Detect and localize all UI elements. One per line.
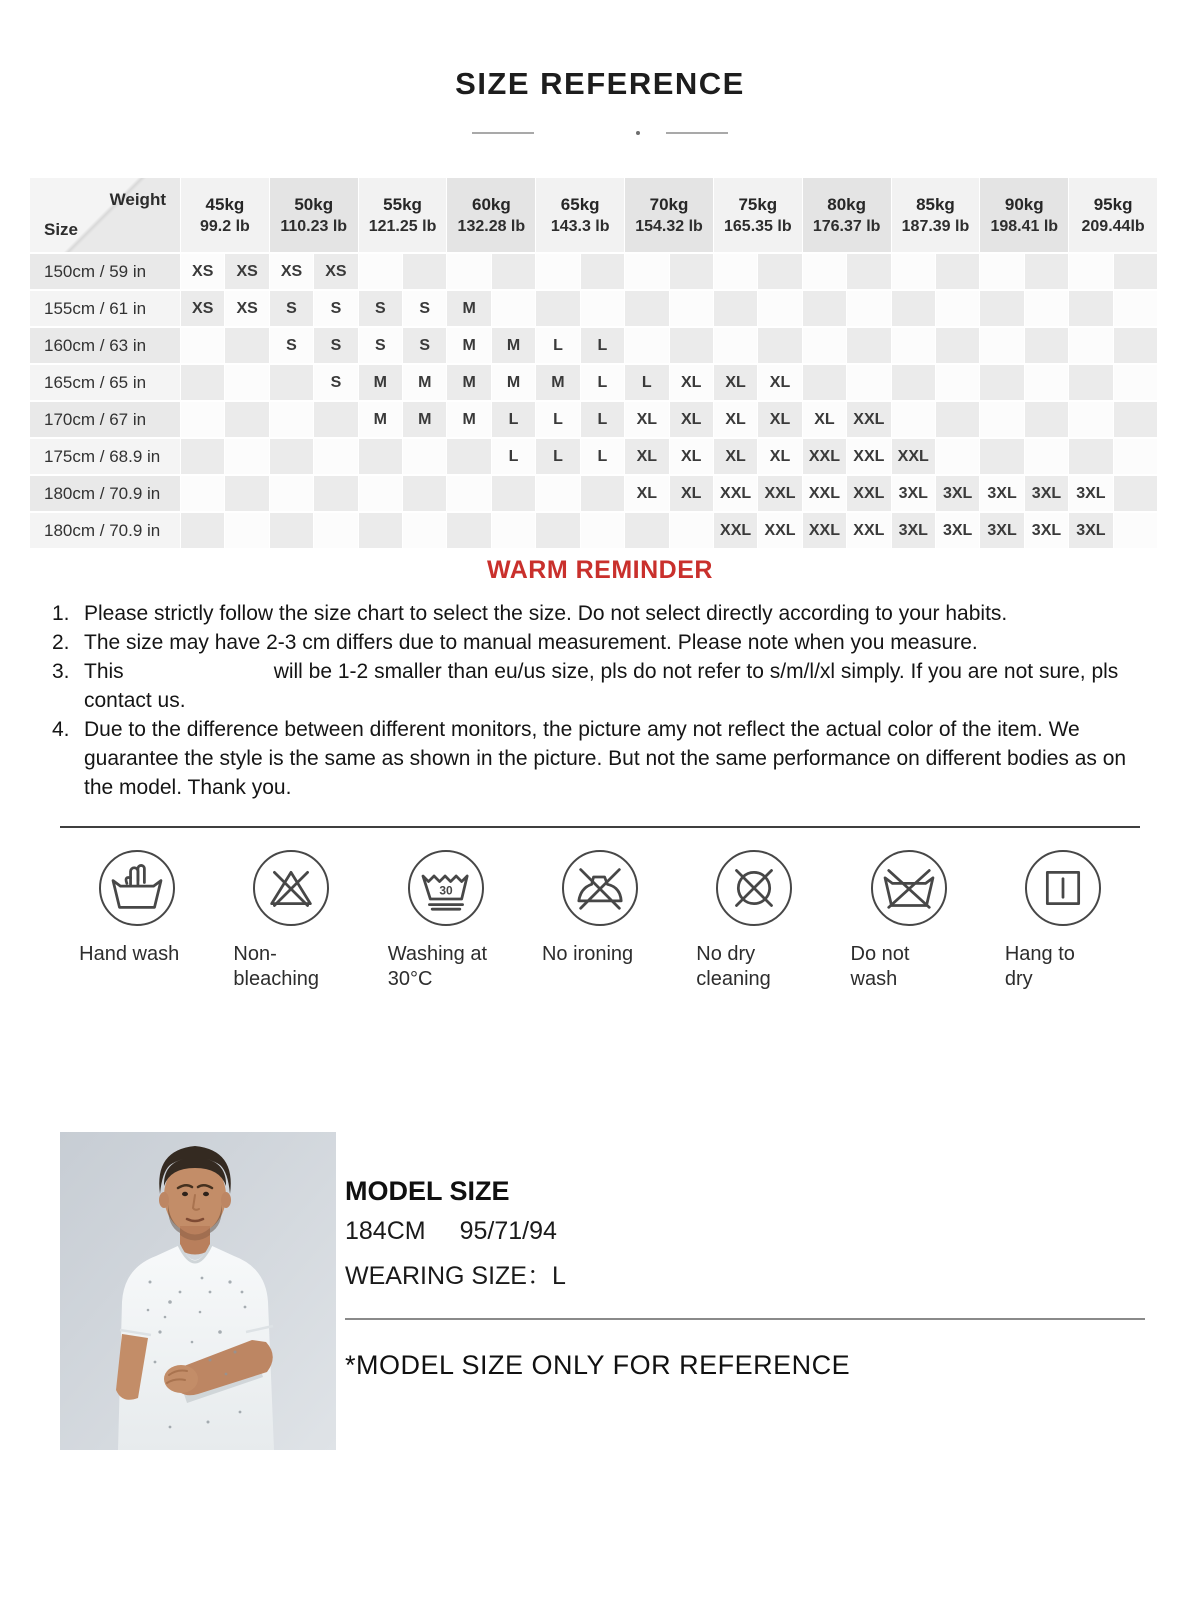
care-item-non-bleaching [214, 850, 368, 992]
size-cell: XL [670, 365, 713, 400]
size-cell-empty [1069, 365, 1112, 400]
height-label: 155cm / 61 in [30, 291, 180, 326]
size-cell: S [270, 328, 313, 363]
size-cell: S [314, 328, 357, 363]
model-photo-illustration [60, 1132, 336, 1450]
no-dry-cleaning-icon [716, 850, 792, 926]
model-measurements [345, 1217, 566, 1246]
size-cell: S [359, 328, 402, 363]
size-cell: XS [181, 254, 224, 289]
svg-text:30: 30 [439, 883, 453, 898]
size-cell-empty [492, 476, 535, 511]
do-not-wash-icon [871, 850, 947, 926]
care-item-do-not-wash [831, 850, 985, 992]
size-cell-empty [936, 402, 979, 437]
size-cell-empty [936, 291, 979, 326]
size-cell: S [270, 291, 313, 326]
size-cell: XXL [714, 476, 757, 511]
size-cell: L [581, 439, 624, 474]
reminder-text: The size may have 2-3 cm differs due to manual measurement. Please note when you measure. [84, 631, 978, 654]
decor-dash-left [472, 132, 534, 134]
model-height: 184CM [345, 1217, 426, 1245]
size-cell-empty [670, 328, 713, 363]
weight-header-cell: 65kg 143.3 lb [536, 178, 624, 252]
size-cell: M [359, 402, 402, 437]
hang-to-dry-icon [1025, 850, 1101, 926]
size-cell-empty [536, 513, 579, 548]
size-cell: XL [625, 439, 668, 474]
no-ironing-icon [562, 850, 638, 926]
size-cell: 3XL [1025, 476, 1068, 511]
size-cell-empty [1069, 291, 1112, 326]
size-cell-empty [581, 476, 624, 511]
size-cell-empty [1114, 254, 1157, 289]
size-cell: L [581, 328, 624, 363]
size-cell-empty [714, 291, 757, 326]
size-cell-empty [980, 328, 1023, 363]
size-cell-empty [980, 365, 1023, 400]
size-cell-empty [936, 365, 979, 400]
care-label: Washing at 30°C [387, 943, 488, 990]
size-cell-empty [403, 439, 446, 474]
size-cell-empty [625, 291, 668, 326]
size-cell-empty [1025, 439, 1068, 474]
size-cell-empty [225, 476, 268, 511]
size-cell-empty [803, 254, 846, 289]
size-cell: L [625, 365, 668, 400]
model-footnote: *MODEL SIZE ONLY FOR REFERENCE [345, 1350, 851, 1380]
size-cell: S [314, 291, 357, 326]
reminder-text-start: This [84, 660, 124, 683]
size-cell-empty [803, 365, 846, 400]
size-cell: 3XL [936, 513, 979, 548]
size-cell-empty [492, 513, 535, 548]
reminder-title: WARM REMINDER [487, 556, 713, 584]
size-cell: XS [270, 254, 313, 289]
size-cell-empty [181, 439, 224, 474]
size-cell-empty [980, 291, 1023, 326]
size-cell-empty [803, 328, 846, 363]
size-cell-empty [270, 513, 313, 548]
reminder-item-1 [52, 599, 1152, 628]
size-cell-empty [1025, 254, 1068, 289]
size-cell-empty [270, 365, 313, 400]
size-cell-empty [181, 513, 224, 548]
weight-header-cell: 55kg 121.25 lb [359, 178, 447, 252]
weight-header-cell: 50kg 110.23 lb [270, 178, 358, 252]
size-cell-empty [270, 439, 313, 474]
weight-header-cell: 75kg 165.35 lb [714, 178, 802, 252]
size-cell: XS [225, 254, 268, 289]
size-cell-empty [225, 402, 268, 437]
size-cell: L [536, 439, 579, 474]
size-cell: M [492, 328, 535, 363]
size-cell-empty [314, 513, 357, 548]
height-label: 180cm / 70.9 in [30, 476, 180, 511]
size-cell: XXL [714, 513, 757, 548]
size-cell-empty [980, 439, 1023, 474]
care-label: Non- bleaching [233, 943, 320, 990]
size-cell: 3XL [892, 476, 935, 511]
size-cell: M [447, 328, 490, 363]
size-cell: M [403, 365, 446, 400]
size-cell-empty [1114, 402, 1157, 437]
model-size-heading: MODEL SIZE [345, 1176, 510, 1206]
reminder-text: Due to the difference between different monitors, the picture amy not reflect the actual color of the item. We guarantee the style is the same as shown in the picture. But not the same performance on different bodies as on the model. Thank you. [84, 718, 1127, 799]
size-cell-empty [1069, 254, 1112, 289]
size-cell: XL [670, 476, 713, 511]
size-cell: XXL [758, 513, 801, 548]
size-cell-empty [625, 328, 668, 363]
size-cell-empty [492, 254, 535, 289]
size-cell-empty [758, 291, 801, 326]
model-wearing-size: WEARING SIZE：L [345, 1262, 566, 1290]
size-cell-empty [536, 291, 579, 326]
size-cell: XXL [847, 439, 890, 474]
model-divider [345, 1318, 1145, 1320]
model-info [345, 1176, 566, 1292]
size-cell-empty [181, 402, 224, 437]
size-cell: XXL [892, 439, 935, 474]
size-cell-empty [980, 402, 1023, 437]
care-item-hang-to-dry [986, 850, 1140, 992]
decor-middle [534, 130, 666, 136]
care-item-washing-30 [369, 850, 523, 992]
corner-weight-label: Weight [109, 190, 166, 209]
size-cell-empty [536, 254, 579, 289]
size-cell-empty [225, 365, 268, 400]
size-cell-empty [670, 254, 713, 289]
reminder-list [52, 599, 1152, 802]
size-cell-empty [892, 402, 935, 437]
care-label: Hand wash [79, 943, 180, 965]
page-title: SIZE REFERENCE [455, 66, 745, 101]
size-cell-empty [314, 476, 357, 511]
size-cell-empty [714, 254, 757, 289]
size-cell-empty [625, 254, 668, 289]
size-reference-table [30, 178, 1157, 548]
size-cell: S [403, 291, 446, 326]
reminder-number: 3. [52, 660, 70, 683]
size-cell: XL [625, 476, 668, 511]
weight-header-cell: 80kg 176.37 lb [803, 178, 891, 252]
size-cell-empty [1025, 291, 1068, 326]
size-cell-empty [980, 254, 1023, 289]
reminder-text: Please strictly follow the size chart to select the size. Do not select directly according to your habits. [84, 602, 1008, 625]
size-cell-empty [758, 254, 801, 289]
size-cell-empty [892, 328, 935, 363]
size-cell-empty [447, 513, 490, 548]
size-cell: XL [625, 402, 668, 437]
size-cell: XL [758, 439, 801, 474]
hand-wash-icon [99, 850, 175, 926]
weight-header-cell: 90kg 198.41 lb [980, 178, 1068, 252]
size-cell: 3XL [980, 513, 1023, 548]
size-cell-empty [892, 254, 935, 289]
size-cell-empty [225, 439, 268, 474]
height-label: 170cm / 67 in [30, 402, 180, 437]
size-cell: XS [225, 291, 268, 326]
size-cell-empty [1114, 328, 1157, 363]
size-cell-empty [225, 328, 268, 363]
size-cell-empty [536, 476, 579, 511]
size-cell-empty [581, 513, 624, 548]
size-cell-empty [1069, 328, 1112, 363]
size-cell-empty [1069, 402, 1112, 437]
height-label: 150cm / 59 in [30, 254, 180, 289]
size-cell-empty [359, 439, 402, 474]
size-cell-empty [403, 476, 446, 511]
reminder-number: 4. [52, 718, 70, 741]
size-cell-empty [447, 439, 490, 474]
size-cell-empty [492, 291, 535, 326]
size-cell: L [492, 402, 535, 437]
weight-header-cell: 60kg 132.28 lb [447, 178, 535, 252]
reminder-item-4 [52, 715, 1152, 802]
height-label: 165cm / 65 in [30, 365, 180, 400]
size-cell-empty [403, 254, 446, 289]
size-cell-empty [181, 365, 224, 400]
size-cell: XL [670, 402, 713, 437]
size-cell: 3XL [980, 476, 1023, 511]
size-cell: XL [714, 365, 757, 400]
size-cell: S [359, 291, 402, 326]
size-cell: S [314, 365, 357, 400]
size-cell-empty [1069, 439, 1112, 474]
size-cell-empty [359, 476, 402, 511]
size-cell-empty [1114, 513, 1157, 548]
size-cell: S [403, 328, 446, 363]
size-cell-empty [1025, 402, 1068, 437]
size-cell: XXL [847, 513, 890, 548]
size-cell-empty [936, 439, 979, 474]
size-cell-empty [892, 365, 935, 400]
size-cell-empty [1114, 476, 1157, 511]
size-cell: M [403, 402, 446, 437]
size-cell: XXL [803, 513, 846, 548]
care-label: No dry cleaning [696, 943, 771, 990]
size-cell: L [492, 439, 535, 474]
size-cell-empty [1114, 365, 1157, 400]
decor-dash-right [666, 132, 728, 134]
size-cell: 3XL [892, 513, 935, 548]
size-cell: XS [181, 291, 224, 326]
size-cell-empty [936, 254, 979, 289]
size-cell: XL [670, 439, 713, 474]
height-label: 175cm / 68.9 in [30, 439, 180, 474]
size-cell: M [447, 291, 490, 326]
size-cell: XXL [847, 402, 890, 437]
size-cell: XL [758, 402, 801, 437]
size-cell-empty [359, 513, 402, 548]
care-label: No ironing [541, 943, 634, 965]
size-cell: XXL [847, 476, 890, 511]
size-cell-empty [270, 402, 313, 437]
size-cell: M [447, 365, 490, 400]
size-cell-empty [936, 328, 979, 363]
size-cell-empty [403, 513, 446, 548]
size-cell-empty [847, 254, 890, 289]
size-cell-empty [847, 328, 890, 363]
size-cell-empty [314, 402, 357, 437]
size-cell-empty [758, 328, 801, 363]
title-underline-decor [0, 130, 1200, 136]
size-cell-empty [359, 254, 402, 289]
size-cell: L [536, 328, 579, 363]
care-item-no-ironing [523, 850, 677, 992]
size-cell-empty [181, 476, 224, 511]
decor-dot [636, 131, 640, 135]
size-cell-empty [625, 513, 668, 548]
reminder-text-end: will be 1-2 smaller than eu/us size, pls do not refer to s/m/l/xl simply. If you are not sure, pls contact us. [84, 660, 1119, 712]
table-corner-cell [30, 178, 180, 252]
size-cell-empty [447, 254, 490, 289]
size-cell: XL [803, 402, 846, 437]
size-cell: L [581, 402, 624, 437]
care-item-no-dry-cleaning [677, 850, 831, 992]
size-cell: M [536, 365, 579, 400]
weight-header-cell: 85kg 187.39 lb [892, 178, 980, 252]
size-cell-empty [581, 291, 624, 326]
size-cell: 3XL [1025, 513, 1068, 548]
height-label: 160cm / 63 in [30, 328, 180, 363]
corner-size-label: Size [44, 220, 79, 239]
care-item-hand-wash [60, 850, 214, 992]
washing-30-icon [408, 850, 484, 926]
size-cell-empty [1025, 328, 1068, 363]
care-label: Hang to dry [1004, 943, 1075, 990]
size-cell: 3XL [1069, 513, 1112, 548]
size-cell-empty [1114, 439, 1157, 474]
care-label: Do not wash [850, 943, 910, 990]
reminder-number: 2. [52, 631, 70, 654]
size-cell: L [581, 365, 624, 400]
size-cell: M [359, 365, 402, 400]
size-cell-empty [803, 291, 846, 326]
size-cell-empty [314, 439, 357, 474]
size-cell: M [447, 402, 490, 437]
weight-header-cell: 70kg 154.32 lb [625, 178, 713, 252]
size-cell: 3XL [1069, 476, 1112, 511]
care-icons-row [60, 850, 1140, 992]
size-cell: XXL [803, 476, 846, 511]
size-cell-empty [1025, 365, 1068, 400]
reminder-text [84, 657, 1152, 715]
size-cell-empty [670, 513, 713, 548]
reminder-item-3 [52, 657, 1152, 715]
size-cell-empty [847, 291, 890, 326]
size-cell-empty [714, 328, 757, 363]
weight-header-cell: 95kg 209.44lb [1069, 178, 1157, 252]
reminder-number: 1. [52, 602, 70, 625]
size-cell-empty [181, 328, 224, 363]
non-bleaching-icon [253, 850, 329, 926]
size-cell: L [536, 402, 579, 437]
size-cell: 3XL [936, 476, 979, 511]
size-cell: XS [314, 254, 357, 289]
size-cell-empty [270, 476, 313, 511]
size-cell: XL [714, 439, 757, 474]
height-label: 180cm / 70.9 in [30, 513, 180, 548]
size-cell: M [492, 365, 535, 400]
weight-header-cell: 45kg 99.2 lb [181, 178, 269, 252]
size-cell: XL [714, 402, 757, 437]
reminder-item-2 [52, 628, 1152, 657]
size-cell-empty [847, 365, 890, 400]
care-section-divider [60, 826, 1140, 828]
model-photo [60, 1132, 336, 1450]
size-cell-empty [892, 291, 935, 326]
size-cell-empty [670, 291, 713, 326]
size-cell-empty [1114, 291, 1157, 326]
size-cell: XL [758, 365, 801, 400]
size-cell: XXL [758, 476, 801, 511]
size-cell-empty [447, 476, 490, 511]
size-cell-empty [581, 254, 624, 289]
size-cell: XXL [803, 439, 846, 474]
model-body-measurements: 95/71/94 [459, 1217, 557, 1245]
size-cell-empty [225, 513, 268, 548]
